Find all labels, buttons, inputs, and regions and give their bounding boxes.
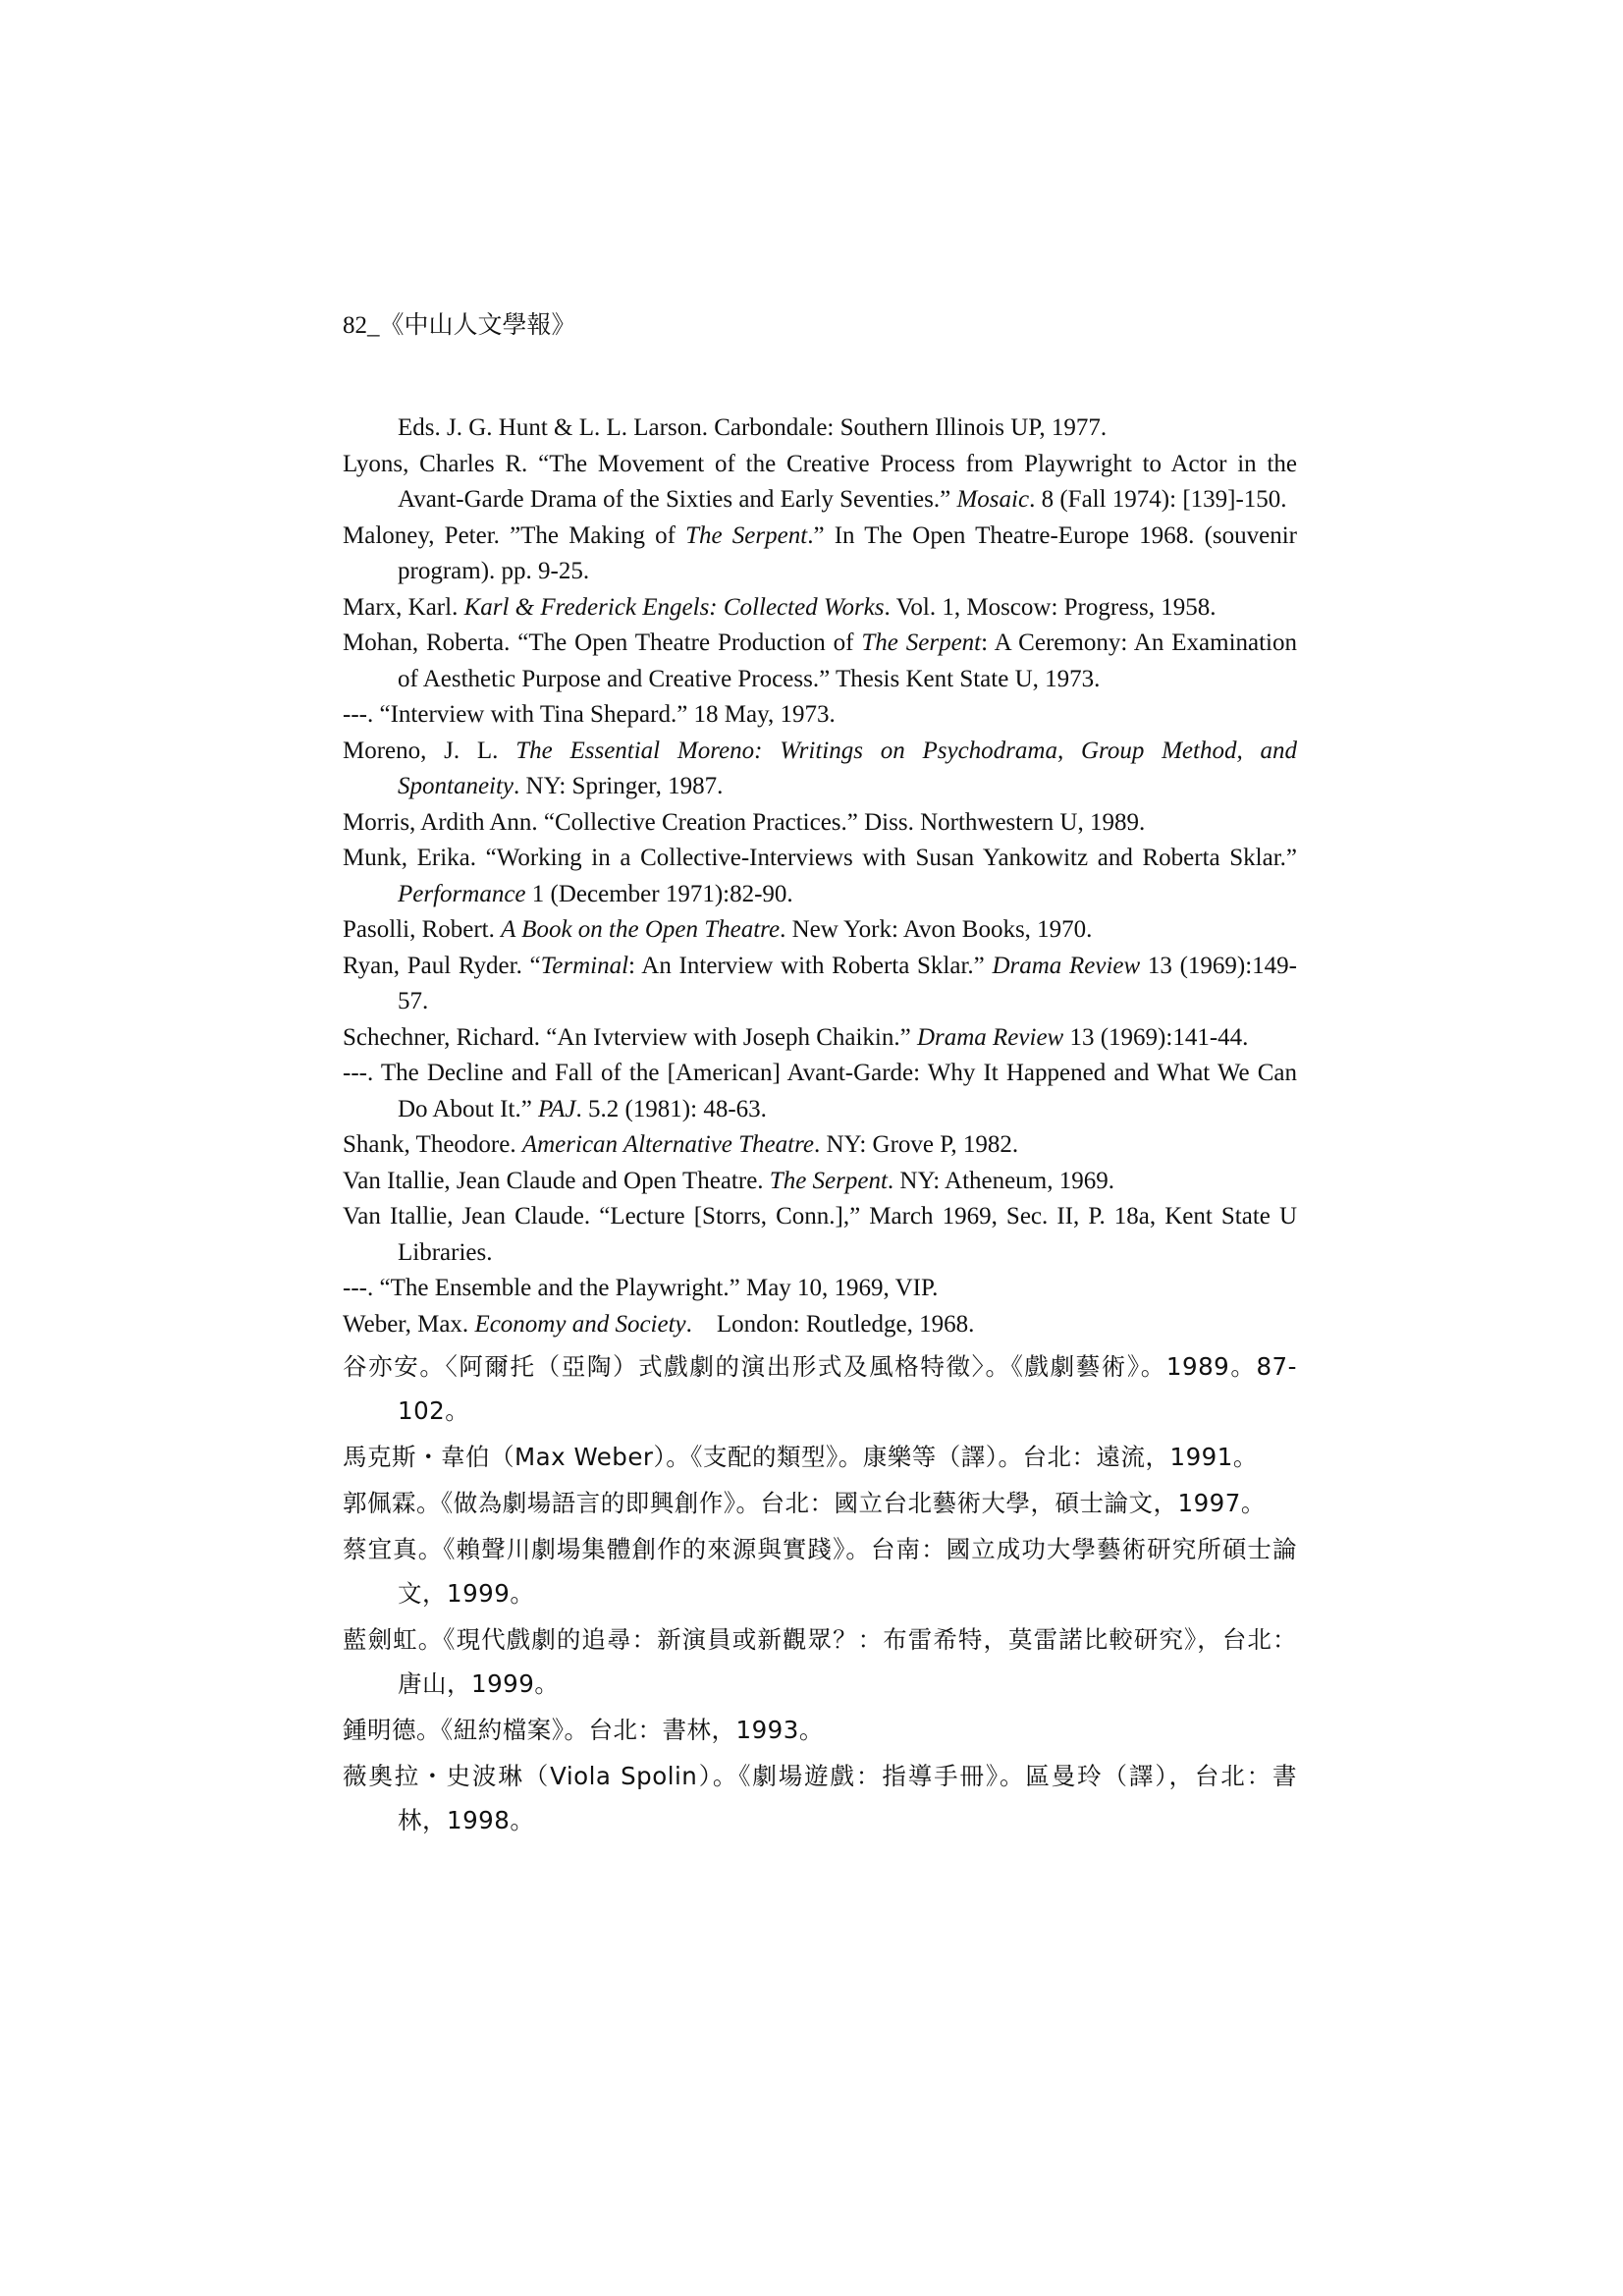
entry-text: 薇奧拉・史波琳（Viola Spolin）。《劇場遊戲：指導手冊》。區曼玲（譯），台北：書林，1998。 bbox=[343, 1762, 1297, 1834]
italic-title: American Alternative Theatre bbox=[521, 1131, 814, 1158]
italic-title: Karl & Frederick Engels: Collected Works bbox=[463, 593, 885, 621]
entry-text: . New York: Avon Books, 1970. bbox=[780, 916, 1093, 943]
entry-text: Shank, Theodore. bbox=[343, 1131, 522, 1158]
entry-text: Morris, Ardith Ann. “Collective Creation Practices.” Diss. Northwestern U, 1989. bbox=[343, 808, 1146, 836]
entry-text: 13 (1969):141-44. bbox=[1063, 1023, 1249, 1051]
entry-text: Ryan, Paul Ryder. “ bbox=[343, 952, 541, 979]
entry-text: : An Interview with Roberta Sklar.” bbox=[628, 952, 993, 979]
entry-text: . 8 (Fall 1974): [139]-150. bbox=[1029, 486, 1287, 513]
italic-title: The Serpent bbox=[861, 629, 982, 656]
entry-text: Schechner, Richard. “An Ivterview with Joseph Chaikin.” bbox=[343, 1023, 917, 1051]
bibliography-entry bbox=[343, 1199, 1297, 1271]
bibliography-entry bbox=[343, 1020, 1297, 1057]
entry-text: Munk, Erika. “Working in a Collective-Interviews with Susan Yankowitz and Roberta Sklar.” bbox=[343, 845, 1297, 871]
italic-title: Drama Review bbox=[992, 952, 1141, 979]
entry-text: Pasolli, Robert. bbox=[343, 916, 502, 943]
entry-text: 藍劍虹。《現代戲劇的追尋：新演員或新觀眾？：布雷希特，莫雷諾比較研究》，台北：唐山，1999。 bbox=[343, 1625, 1297, 1698]
entry-text: Mohan, Roberta. “The Open Theatre Production of bbox=[343, 629, 862, 656]
bibliography-entry bbox=[343, 1481, 1297, 1525]
bibliography-entry bbox=[343, 590, 1297, 627]
bibliography-entry bbox=[343, 1307, 1297, 1343]
entry-text: : A Ceremony: An Examination of Aesthetic Purpose and Creative Process.” Thesis Kent State U, 1973. bbox=[398, 629, 1297, 692]
entry-text: 馬克斯・韋伯（Max Weber）。《支配的類型》。康樂等（譯）。台北：遠流，1991。 bbox=[343, 1443, 1258, 1471]
entry-text: 1 (December 1971):82-90. bbox=[525, 880, 793, 907]
entry-text: .” In The Open Theatre-Europe 1968. (souvenir program). pp. 9-25. bbox=[398, 521, 1298, 584]
entry-text: . NY: Grove P, 1982. bbox=[814, 1131, 1019, 1158]
bibliography-entry-continuation bbox=[343, 410, 1297, 447]
bibliography-entry bbox=[343, 1164, 1297, 1200]
entry-text: . NY: Springer, 1987. bbox=[514, 773, 724, 799]
bibliography-list bbox=[343, 410, 1297, 1842]
entry-text: ---. “The Ensemble and the Playwright.” May 10, 1969, VIP. bbox=[343, 1275, 939, 1301]
bibliography-entry bbox=[343, 1435, 1297, 1479]
bibliography-entry bbox=[343, 1617, 1297, 1706]
bibliography-entry bbox=[343, 805, 1297, 842]
entry-text: Weber, Max. bbox=[343, 1310, 475, 1338]
bibliography-entry bbox=[343, 1754, 1297, 1842]
italic-title: Terminal bbox=[540, 952, 629, 979]
italic-title: A Book on the Open Theatre bbox=[501, 916, 781, 943]
bibliography-entry bbox=[343, 626, 1297, 697]
italic-title: Performance bbox=[398, 880, 526, 907]
entry-text: Marx, Karl. bbox=[343, 593, 464, 621]
bibliography-entry bbox=[343, 841, 1297, 912]
entry-text: . Vol. 1, Moscow: Progress, 1958. bbox=[884, 593, 1217, 621]
entry-text: Van Itallie, Jean Claude and Open Theatre. bbox=[343, 1167, 770, 1194]
entry-text: 蔡宜真。《賴聲川劇場集體創作的來源與實踐》。台南：國立成功大學藝術研究所碩士論文，1999。 bbox=[343, 1535, 1297, 1608]
entry-text: . London: Routledge, 1968. bbox=[685, 1310, 975, 1338]
italic-title: The Essential Moreno: Writings on Psychodrama, Group Method, and Spontaneity bbox=[398, 737, 1297, 799]
bibliography-entry bbox=[343, 1527, 1297, 1615]
bibliography-entry bbox=[343, 1056, 1297, 1127]
entry-text: ---. The Decline and Fall of the [American] Avant-Garde: Why It Happened and What We Can Do About It.” bbox=[343, 1060, 1297, 1122]
bibliography-entry bbox=[343, 697, 1297, 734]
italic-title: Mosaic bbox=[956, 486, 1030, 513]
bibliography-entry bbox=[343, 1708, 1297, 1752]
entry-text: Van Itallie, Jean Claude. “Lecture [Storrs, Conn.],” March 1969, Sec. II, P. 18a, Kent State U Libraries. bbox=[343, 1203, 1297, 1266]
italic-title: Drama Review bbox=[916, 1023, 1064, 1051]
entry-text: Maloney, Peter. ”The Making of bbox=[343, 521, 686, 549]
bibliography-entry bbox=[343, 1127, 1297, 1164]
running-head: 82_《中山人文學報》 bbox=[343, 312, 576, 339]
bibliography-entry bbox=[343, 1344, 1297, 1433]
italic-title: PAJ bbox=[538, 1095, 576, 1122]
entry-text: 鍾明德。《紐約檔案》。台北：書林，1993。 bbox=[343, 1716, 824, 1744]
entry-text: Moreno, J. L. bbox=[343, 737, 516, 764]
bibliography-entry bbox=[343, 949, 1297, 1020]
italic-title: Economy and Society bbox=[474, 1310, 686, 1338]
entry-text: 13 (1969):149-57. bbox=[398, 952, 1298, 1014]
bibliography-entry bbox=[343, 912, 1297, 949]
entry-text: Eds. J. G. Hunt & L. L. Larson. Carbondale: Southern Illinois UP, 1977. bbox=[398, 414, 1108, 441]
entry-text: 郭佩霖。《做為劇場語言的即興創作》。台北：國立台北藝術大學，碩士論文，1997。 bbox=[343, 1489, 1266, 1517]
entry-text: ---. “Interview with Tina Shepard.” 18 May, 1973. bbox=[343, 701, 836, 728]
entry-text: . 5.2 (1981): 48-63. bbox=[575, 1095, 767, 1122]
italic-title: The Serpent bbox=[769, 1167, 888, 1194]
bibliography-entry bbox=[343, 447, 1297, 519]
entry-text: . NY: Atheneum, 1969. bbox=[887, 1167, 1114, 1194]
bibliography-entry bbox=[343, 1271, 1297, 1307]
entry-text: 谷亦安。〈阿爾托（亞陶）式戲劇的演出形式及風格特徵〉。《戲劇藝術》。1989。87-102。 bbox=[343, 1352, 1297, 1425]
italic-title: The Serpent bbox=[685, 521, 808, 549]
bibliography-entry bbox=[343, 734, 1297, 805]
entry-text: Lyons, Charles R. “The Movement of the Creative Process from Playwright to Actor in the Avant-Garde Drama of the Sixties and Early Seventies.” bbox=[343, 450, 1297, 513]
bibliography-entry bbox=[343, 519, 1297, 590]
